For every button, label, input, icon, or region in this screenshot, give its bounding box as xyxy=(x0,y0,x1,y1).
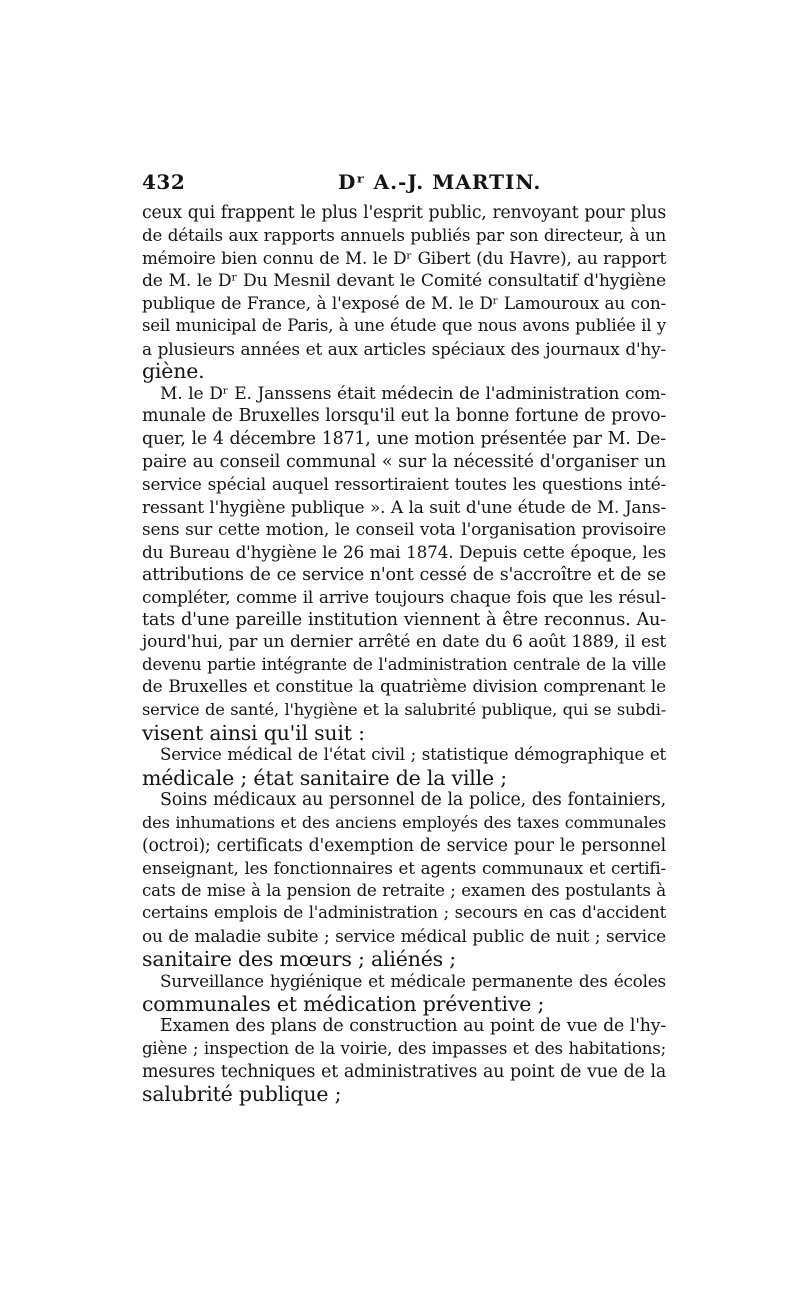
text-line: de Bruxelles et constitue la quatrième division comprenant le xyxy=(142,677,666,698)
text-line: (octroi); certificats d'exemption de service pour le personnel xyxy=(142,835,666,856)
text-line: de M. le Dʳ Du Mesnil devant le Comité consultatif d'hygiène xyxy=(142,270,666,291)
text-line: sanitaire des mœurs ; aliénés ; xyxy=(142,946,456,971)
text-line: enseignant, les fonctionnaires et agents communaux et certifi- xyxy=(142,858,666,879)
text-line: M. le Dʳ E. Janssens était médecin de l'administration com- xyxy=(160,383,666,404)
body-text xyxy=(142,202,666,1106)
paragraph-examen-plans xyxy=(142,1015,666,1105)
paragraph-janssens xyxy=(142,383,666,745)
text-line: ceux qui frappent le plus l'esprit public, renvoyant pour plus xyxy=(142,203,666,223)
text-line: cats de mise à la pension de retraite ; examen des postulants à xyxy=(142,880,666,900)
text-line: du Bureau d'hygiène le 26 mai 1874. Depuis cette époque, les xyxy=(142,541,666,562)
text-line: Service médical de l'état civil ; statistique démographique et xyxy=(160,745,666,765)
text-line: service spécial auquel ressortiraient toutes les questions inté- xyxy=(142,474,666,495)
text-line: médicale ; état sanitaire de la ville ; xyxy=(142,765,507,790)
text-line: seil municipal de Paris, à une étude que nous avons publiée il y xyxy=(142,315,666,335)
text-line: attributions de ce service n'ont cessé de s'accroître et de se xyxy=(142,564,666,585)
paragraph-references xyxy=(142,202,666,383)
text-line: munale de Bruxelles lorsqu'il eut la bonne fortune de provo- xyxy=(142,406,666,427)
text-line: des inhumations et des anciens employés des taxes communales xyxy=(142,813,666,833)
text-line: sens sur cette motion, le conseil vota l'organisation provisoire xyxy=(142,519,666,540)
paragraph-service-etat-civil xyxy=(142,744,666,789)
text-line: Surveillance hygiénique et médicale permanente des écoles xyxy=(160,971,666,992)
text-line: salubrité publique ; xyxy=(142,1082,342,1107)
text-line: a plusieurs années et aux articles spéciaux des journaux d'hy- xyxy=(142,338,666,359)
text-line: service de santé, l'hygiène et la salubrité publique, qui se subdi- xyxy=(142,700,666,720)
text-line: devenu partie intégrante de l'administration centrale de la ville xyxy=(142,654,666,674)
text-line: quer, le 4 décembre 1871, une motion présentée par M. De- xyxy=(142,428,666,449)
text-line: visent ainsi qu'il suit : xyxy=(142,720,365,745)
text-line: publique de France, à l'exposé de M. le Dʳ Lamouroux au con- xyxy=(142,293,666,314)
text-line: giène. xyxy=(142,359,205,384)
text-line: communales et médication préventive ; xyxy=(142,991,545,1016)
paragraph-soins-medicaux xyxy=(142,789,666,970)
text-line: compléter, comme il arrive toujours chaque fois que les résul- xyxy=(142,587,666,608)
text-line: mémoire bien connu de M. le Dʳ Gibert (du Havre), au rapport xyxy=(142,248,666,269)
text-line: paire au conseil communal « sur la nécessité d'organiser un xyxy=(142,451,666,472)
text-line: mesures techniques et administratives au point de vue de la xyxy=(142,1061,666,1082)
paragraph-surveillance xyxy=(142,970,666,1015)
page-number: 432 xyxy=(142,170,186,194)
running-head xyxy=(142,170,666,200)
text-line: tats d'une pareille institution viennent à être reconnus. Au- xyxy=(142,609,666,630)
text-line: ressant l'hygiène publique ». A la suit d'une étude de M. Jans- xyxy=(142,496,666,517)
text-line: ou de maladie subite ; service médical public de nuit ; service xyxy=(142,926,666,946)
text-line: giène ; inspection de la voirie, des impasses et des habitations; xyxy=(142,1038,666,1058)
text-line: de détails aux rapports annuels publiés par son directeur, à un xyxy=(142,225,666,245)
text-line: certains emplois de l'administration ; secours en cas d'accident xyxy=(142,903,666,923)
text-line: Soins médicaux au personnel de la police, des fontainiers, xyxy=(160,790,666,811)
text-line: jourd'hui, par un dernier arrêté en date du 6 août 1889, il est xyxy=(142,632,666,653)
author-header: Dʳ A.-J. MARTIN. xyxy=(338,170,542,194)
text-line: Examen des plans de construction au point de vue de l'hy- xyxy=(160,1016,666,1037)
